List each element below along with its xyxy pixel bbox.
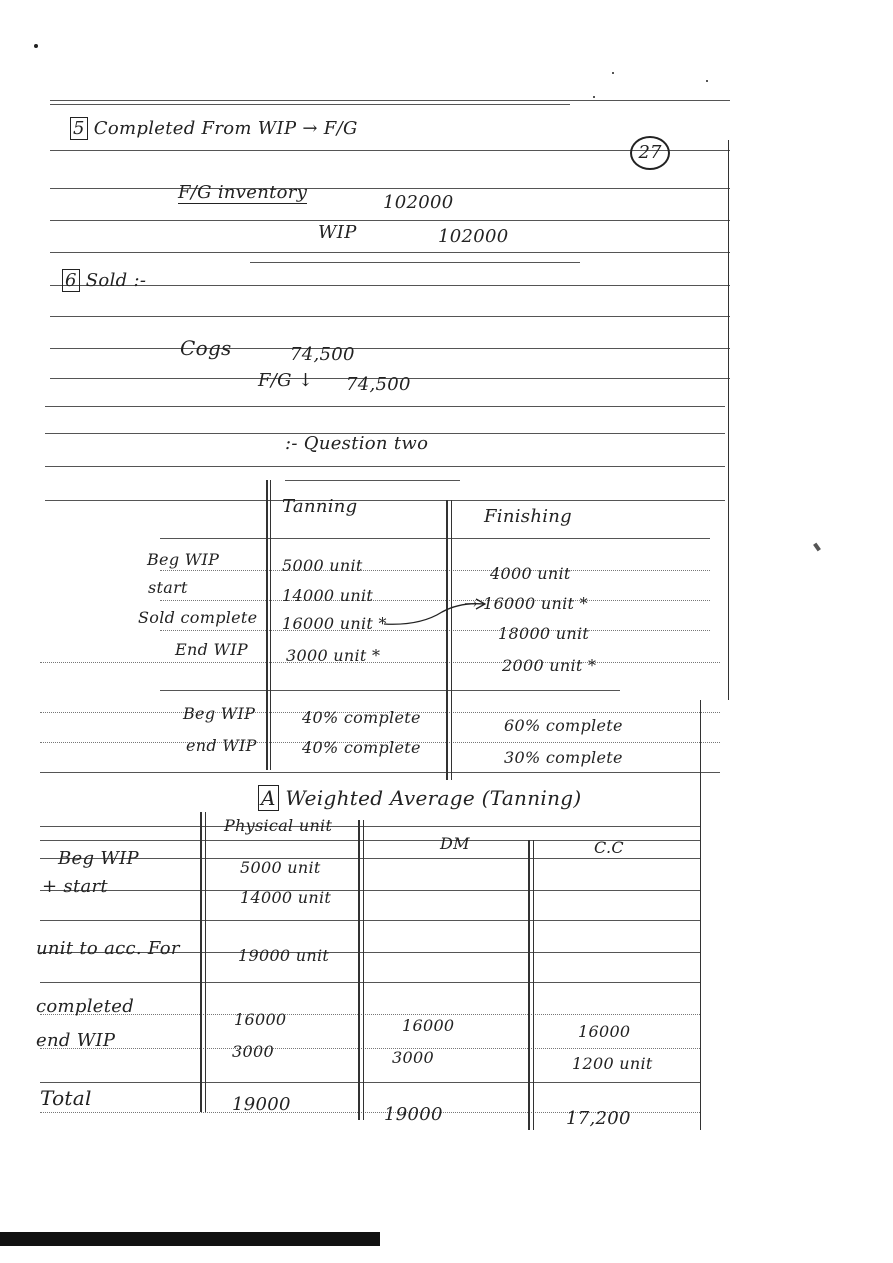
tanning-cell: 14000 unit [282, 586, 374, 605]
ruled-line [160, 538, 710, 539]
row-label: completed [36, 996, 135, 1017]
row-label: start [148, 578, 188, 597]
column-divider [200, 812, 202, 1112]
ruled-line [45, 466, 725, 467]
tanning-cell: 16000 unit * [282, 614, 387, 633]
row-label: end WIP [36, 1030, 116, 1051]
tanning-cell: 3000 unit * [286, 646, 381, 665]
column-divider [446, 500, 448, 780]
row-label: End WIP [175, 640, 248, 659]
speck [813, 543, 821, 552]
finishing-cell: 18000 unit [498, 624, 590, 643]
ruled-line [50, 316, 730, 317]
column-divider [270, 480, 271, 770]
ruled-line [45, 406, 725, 407]
weighted-average-title [258, 786, 582, 810]
finishing-cell: → 16000 unit * [464, 594, 588, 613]
ruled-line [50, 220, 730, 221]
entry6-credit-amount: 74,500 [346, 374, 411, 395]
column-divider [266, 480, 268, 770]
total-dm: 19000 [384, 1104, 443, 1125]
column-divider [451, 500, 452, 780]
physical-cell: 14000 unit [240, 888, 332, 907]
entry6-heading [62, 270, 146, 291]
row-label: unit to acc. For [36, 938, 180, 959]
row-label: Beg WIP [183, 704, 256, 723]
entry5-credit-amount: 102000 [438, 226, 509, 247]
entry6-heading-text: Sold :- [85, 270, 147, 291]
finishing-cell: 4000 unit [490, 564, 571, 583]
finishing-cell: 2000 unit * [502, 656, 597, 675]
speck [593, 96, 595, 98]
row-label: Sold complete [138, 608, 258, 627]
dm-cell: 3000 [392, 1048, 434, 1067]
physical-cell: 5000 unit [240, 858, 321, 877]
ruled-line [160, 690, 620, 691]
ruled-line [160, 570, 710, 571]
column-divider [363, 820, 364, 1120]
ruled-line [40, 1014, 700, 1015]
column-divider [205, 812, 206, 1112]
page-edge-line [700, 700, 701, 1130]
column-header-physical: Physical unit [224, 816, 333, 835]
entry5-number: 5 [70, 117, 88, 140]
ruled-line [285, 480, 460, 481]
dm-cell: 16000 [402, 1016, 455, 1035]
ruled-line [50, 100, 730, 101]
speck [706, 80, 708, 82]
ruled-line [160, 630, 710, 631]
entry6-credit-account: F/G ↓ [258, 370, 314, 391]
entry6-debit-amount: 74,500 [290, 344, 355, 365]
row-label: end WIP [186, 736, 257, 755]
tanning-cell: 40% complete [302, 738, 421, 757]
ruled-line [50, 150, 730, 151]
ruled-line [40, 890, 700, 891]
entry5-debit-account: F/G inventory [178, 182, 308, 203]
stray-dot [34, 44, 38, 48]
entry5-heading [70, 118, 358, 139]
column-divider [533, 840, 534, 1130]
page-edge-line [728, 140, 729, 700]
row-label: Beg WIP [58, 848, 139, 869]
cc-cell: 16000 [578, 1022, 631, 1041]
ruled-line [45, 500, 725, 501]
row-label: Beg WIP [147, 550, 220, 569]
entry6-number: 6 [62, 269, 80, 292]
ruled-line [50, 104, 570, 105]
column-header-cc: C.C [594, 838, 624, 857]
total-physical: 19000 [232, 1094, 291, 1115]
column-header-tanning: Tanning [282, 496, 358, 517]
row-label: + start [42, 876, 108, 897]
entry6-debit-account: Cogs [180, 336, 232, 360]
scan-artifact-bar [0, 1232, 380, 1246]
total-cc: 17,200 [566, 1108, 631, 1129]
physical-cell: 19000 unit [238, 946, 330, 965]
column-divider [528, 840, 530, 1130]
ruled-line [40, 1048, 700, 1049]
column-divider [358, 820, 360, 1120]
ruled-line [40, 858, 700, 859]
ruled-line [40, 920, 700, 921]
question-title: :- Question two [285, 433, 429, 454]
weighted-average-title-text: Weighted Average (Tanning) [285, 786, 582, 810]
cc-cell: 1200 unit [572, 1054, 653, 1073]
entry5-heading-text: Completed From WIP → F/G [93, 118, 358, 139]
entry5-debit-amount: 102000 [383, 192, 454, 213]
ruled-line [50, 285, 730, 286]
ruled-line [50, 188, 730, 189]
total-label: Total [40, 1086, 92, 1110]
page-number: 27 [630, 136, 670, 170]
speck [612, 72, 614, 74]
ruled-line [50, 348, 730, 349]
ruled-line [40, 826, 700, 827]
weighted-average-letter: A [258, 785, 279, 811]
ruled-line [40, 1082, 700, 1083]
ruled-line [50, 252, 730, 253]
physical-cell: 16000 [234, 1010, 287, 1029]
transfer-arrow-icon [380, 596, 490, 630]
ruled-line [250, 262, 580, 263]
column-header-dm: DM [440, 834, 470, 853]
column-header-finishing: Finishing [484, 506, 572, 527]
finishing-cell: 60% complete [504, 716, 623, 735]
finishing-cell: 30% complete [504, 748, 623, 767]
tanning-cell: 5000 unit [282, 556, 363, 575]
ruled-line [40, 982, 700, 983]
tanning-cell: 40% complete [302, 708, 421, 727]
ruled-line [40, 772, 720, 773]
physical-cell: 3000 [232, 1042, 274, 1061]
entry5-credit-account: WIP [318, 222, 357, 243]
